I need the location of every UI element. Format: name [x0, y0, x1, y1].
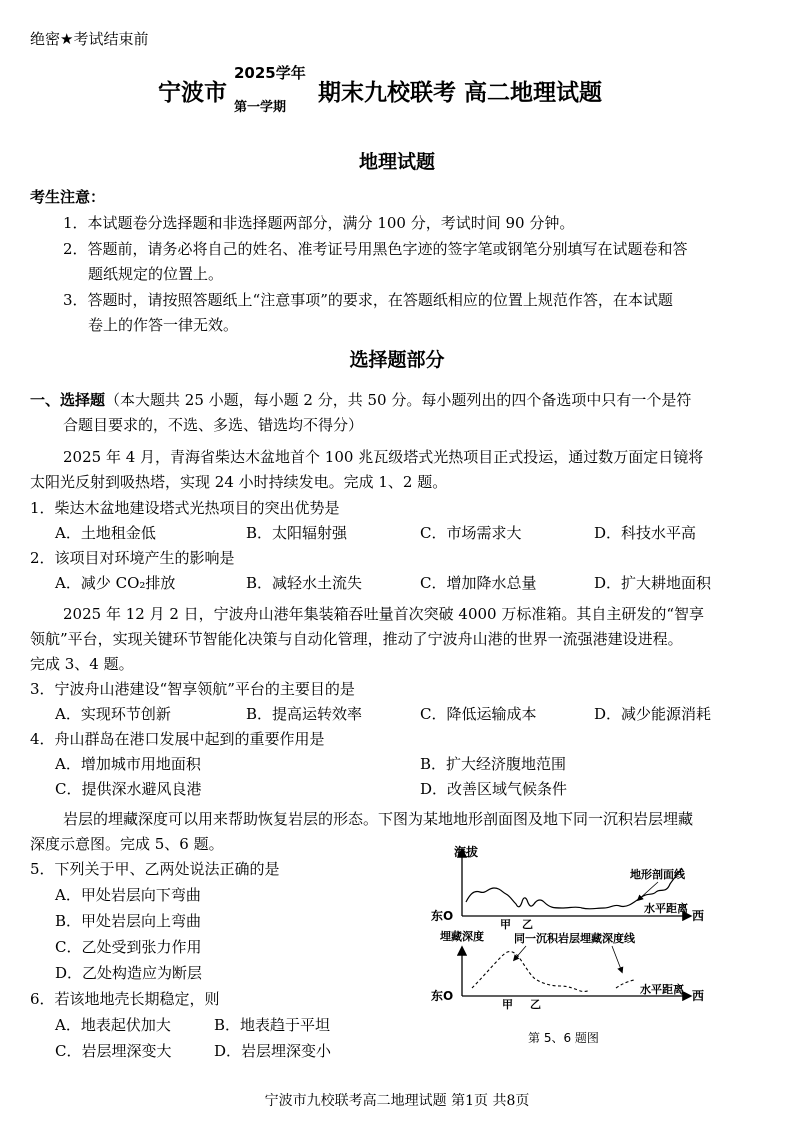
question-4-option-b[interactable]: B．扩大经济腹地范围	[420, 755, 567, 773]
bottom-yi-label: 乙	[530, 998, 541, 1011]
passage-2-line-3: 完成 3、4 题。	[30, 655, 134, 673]
question-1-stem: 1．柴达木盆地建设塔式光热项目的突出优势是	[30, 499, 340, 517]
question-1-option-a[interactable]: A．土地租金低	[55, 524, 156, 542]
figure-caption: 第 5、6 题图	[528, 1031, 599, 1045]
question-4-stem: 4．舟山群岛在港口发展中起到的重要作用是	[30, 730, 325, 748]
bottom-y-label: 埋藏深度	[440, 930, 484, 943]
layer-label-pointer-left	[514, 946, 526, 960]
question-3-stem: 3．宁波舟山港建设“智享领航”平台的主要目的是	[30, 680, 355, 698]
question-5-option-c[interactable]: C．乙处受到张力作用	[55, 938, 202, 956]
terrain-line-label: 地形剖面线	[630, 868, 685, 881]
question-2-stem: 2．该项目对环境产生的影响是	[30, 549, 235, 567]
question-6-option-c[interactable]: C．岩层埋深变大	[55, 1042, 172, 1060]
question-5-option-a[interactable]: A．甲处岩层向下弯曲	[55, 886, 201, 904]
question-2-option-d[interactable]: D．扩大耕地面积	[594, 574, 712, 592]
bottom-west-label: 西	[692, 989, 705, 1003]
question-3-option-a[interactable]: A．实现环节创新	[55, 705, 171, 723]
question-5-option-b[interactable]: B．甲处岩层向上弯曲	[55, 912, 202, 930]
part-heading	[30, 389, 691, 410]
question-1-option-c[interactable]: C．市场需求大	[420, 524, 522, 542]
notice-heading: 考生注意：	[30, 188, 106, 206]
notice-item-2-cont: 题纸规定的位置上。	[88, 265, 224, 283]
top-yi-label: 乙	[522, 918, 533, 931]
part-label: 一、选择题	[30, 391, 106, 409]
bottom-origin-label: 东O	[431, 989, 454, 1003]
layer-depth-line-right	[616, 980, 634, 988]
question-1-option-d[interactable]: D．科技水平高	[594, 524, 697, 542]
question-5-stem: 5．下列关于甲、乙两处说法正确的是	[30, 860, 280, 878]
passage-2-line-2: 领航”平台，实现关键环节智能化决策与自动化管理，推动了宁波舟山港的世界一流强港建设进程。	[30, 630, 683, 648]
notice-item-2: 2．答题前，请务必将自己的姓名、准考证号用黑色字迹的签字笔或钢笔分别填写在试题卷和答	[63, 240, 688, 258]
question-4-option-c[interactable]: C．提供深水避风良港	[55, 780, 202, 798]
question-5-option-d[interactable]: D．乙处构造应为断层	[55, 964, 203, 982]
passage-3-line-1: 岩层的埋藏深度可以用来帮助恢复岩层的形态。下图为某地地形剖面图及地下同一沉积岩层埋藏	[63, 810, 694, 828]
question-3-option-d[interactable]: D．减少能源消耗	[594, 705, 712, 723]
question-3-option-c[interactable]: C．降低运输成本	[420, 705, 537, 723]
bottom-jia-label: 甲	[502, 998, 513, 1011]
terrain-profile-figure	[430, 838, 730, 1054]
question-2-option-a[interactable]: A．减少 CO₂排放	[55, 574, 176, 592]
part-instructions: （本大题共 25 小题，每小题 2 分，共 50 分。每小题列出的四个备选项中只有一个是符	[105, 391, 692, 409]
title-year: 2025学年	[234, 64, 306, 82]
passage-1-line-1: 2025 年 4 月，青海省柴达木盆地首个 100 兆瓦级塔式光热项目正式投运，通过数万面定日镜将	[63, 448, 704, 466]
layer-label-pointer-right	[612, 946, 622, 972]
question-4-option-d[interactable]: D．改善区域气候条件	[420, 780, 568, 798]
top-x-label: 水平距离	[644, 902, 688, 915]
question-6-option-a[interactable]: A．地表起伏加大	[55, 1016, 171, 1034]
confidential-mark: 绝密★考试结束前	[30, 30, 149, 48]
title-term: 第一学期	[234, 100, 287, 115]
title-main: 期末九校联考 高二地理试题	[318, 80, 603, 106]
notice-item-3-cont: 卷上的作答一律无效。	[88, 316, 239, 334]
question-6-option-b[interactable]: B．地表趋于平坦	[214, 1016, 331, 1034]
question-2-option-c[interactable]: C．增加降水总量	[420, 574, 537, 592]
question-4-option-a[interactable]: A．增加城市用地面积	[55, 755, 201, 773]
page-subtitle: 地理试题	[358, 151, 435, 173]
question-6-option-d[interactable]: D．岩层埋深变小	[214, 1042, 332, 1060]
top-jia-label: 甲	[500, 918, 511, 931]
top-origin-label: 东O	[431, 909, 454, 923]
layer-line-label: 同一沉积岩层埋藏深度线	[514, 932, 635, 945]
top-y-label: 海拔	[454, 845, 479, 859]
question-1-option-b[interactable]: B．太阳辐射强	[246, 524, 348, 542]
section-title: 选择题部分	[349, 349, 445, 371]
notice-item-1: 1．本试题卷分选择题和非选择题两部分，满分 100 分，考试时间 90 分钟。	[63, 214, 575, 232]
page-footer: 宁波市九校联考高二地理试题 第1页 共8页	[264, 1093, 530, 1109]
part-instructions-cont: 合题目要求的，不选、多选、错选均不得分）	[63, 416, 364, 434]
question-3-option-b[interactable]: B．提高运转效率	[246, 705, 363, 723]
notice-item-3: 3．答题时，请按照答题纸上“注意事项”的要求，在答题纸相应的位置上规范作答，在本试题	[63, 291, 673, 309]
layer-depth-line-left	[472, 952, 590, 992]
passage-2-line-1: 2025 年 12 月 2 日，宁波舟山港年集装箱吞吐量首次突破 4000 万标准箱。其自主研发的“智享	[63, 605, 705, 623]
top-west-label: 西	[692, 909, 705, 923]
question-2-option-b[interactable]: B．减轻水土流失	[246, 574, 363, 592]
passage-3-line-2: 深度示意图。完成 5、6 题。	[30, 835, 224, 853]
passage-1-line-2: 太阳光反射到吸热塔，实现 24 小时持续发电。完成 1、2 题。	[30, 473, 448, 491]
bottom-x-label: 水平距离	[640, 983, 684, 996]
question-6-stem: 6．若该地地壳长期稳定，则	[30, 990, 220, 1008]
title-city: 宁波市	[158, 80, 227, 106]
